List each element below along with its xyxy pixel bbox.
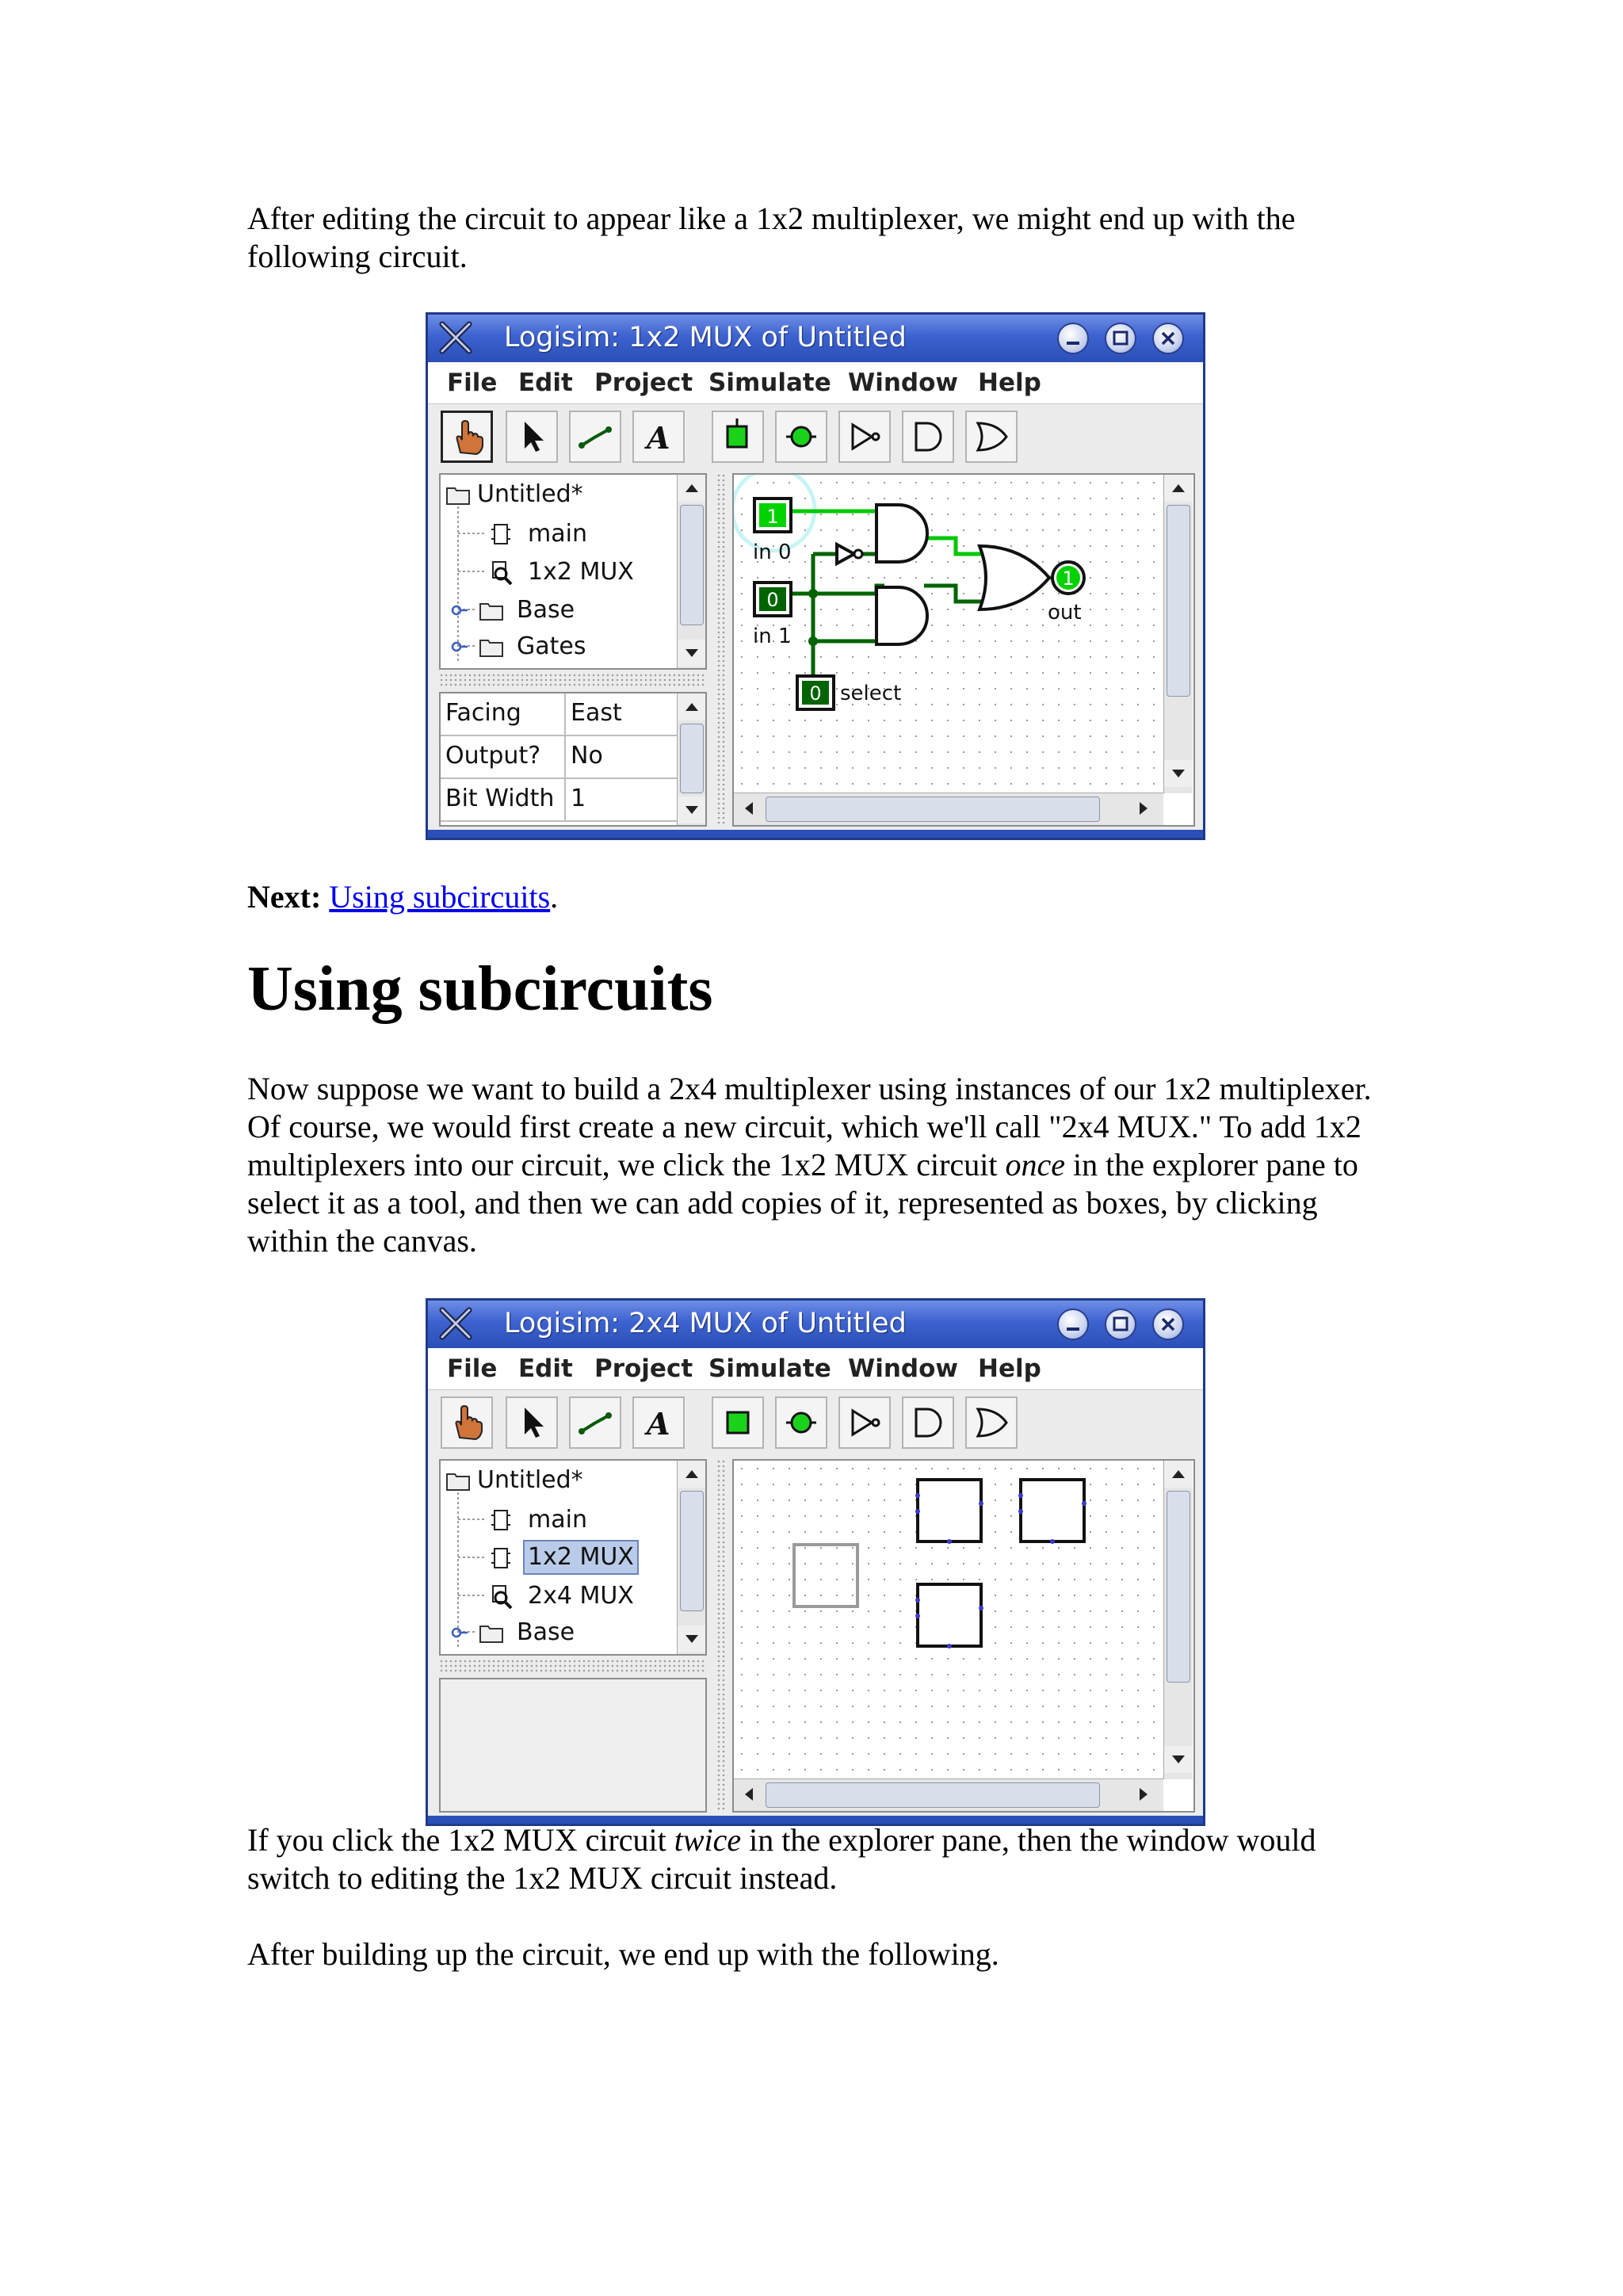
pin-input-tool-button[interactable] bbox=[712, 411, 764, 463]
paragraph-1-text: Now suppose we want to build a 2x4 multiplexer using instances of our 1x2 multiplexer. Of course, we would first create a new circuit, which we'll call "2x4 MUX." To add 1x2 multiplexers into our circuit, we click the 1x2 MUX circuit bbox=[247, 1071, 1372, 1182]
tree-scrollbar[interactable] bbox=[677, 1461, 706, 1654]
folder-icon bbox=[479, 598, 504, 623]
folder-icon bbox=[479, 1620, 504, 1645]
menu-simulate[interactable]: Simulate bbox=[708, 1354, 831, 1383]
attribute-row-bit-width[interactable] bbox=[441, 779, 678, 822]
next-suffix: . bbox=[550, 879, 559, 915]
attribute-row-output[interactable] bbox=[441, 736, 678, 779]
next-link[interactable]: Using subcircuits bbox=[329, 879, 551, 915]
window-bottom-border bbox=[428, 830, 1203, 838]
input-pin-icon bbox=[713, 1398, 762, 1447]
scroll-left-icon[interactable] bbox=[737, 797, 761, 820]
paragraph-1 bbox=[247, 1070, 1404, 1260]
vertical-splitter[interactable] bbox=[716, 1459, 726, 1813]
menu-edit[interactable]: Edit bbox=[518, 1354, 573, 1383]
menu-bar bbox=[428, 362, 1203, 404]
in1-label: in 1 bbox=[753, 625, 792, 648]
menu-bar bbox=[428, 1348, 1203, 1390]
pin-output-tool-button[interactable] bbox=[775, 411, 827, 463]
minimize-button[interactable] bbox=[1057, 323, 1089, 354]
menu-file[interactable]: File bbox=[447, 1354, 498, 1383]
title-bar[interactable] bbox=[428, 315, 1203, 362]
close-icon bbox=[1154, 1310, 1182, 1339]
arrow-cursor-icon bbox=[507, 412, 556, 461]
explorer-tree bbox=[439, 1459, 707, 1656]
menu-help[interactable]: Help bbox=[978, 369, 1041, 397]
poke-tool-button[interactable] bbox=[441, 411, 493, 463]
attribute-table-empty bbox=[439, 1678, 707, 1813]
pin-output-tool-button[interactable] bbox=[775, 1396, 827, 1449]
logisim-window-2 bbox=[426, 1298, 1205, 1826]
select-tool-button[interactable] bbox=[506, 1396, 558, 1449]
folder-icon bbox=[479, 634, 504, 659]
in0-label: in 0 bbox=[753, 541, 792, 564]
close-button[interactable] bbox=[1152, 1308, 1184, 1340]
circuit-icon bbox=[488, 521, 514, 547]
circuit-icon bbox=[488, 1545, 514, 1571]
menu-window[interactable]: Window bbox=[848, 369, 959, 397]
attribute-key: Facing bbox=[445, 699, 521, 727]
canvas-pane bbox=[732, 473, 1195, 827]
intro-paragraph: After editing the circuit to appear like a 1x2 multiplexer, we might end up with the following circuit. bbox=[247, 201, 1296, 274]
attribute-scrollbar[interactable] bbox=[677, 693, 706, 825]
tree-item-label: Base bbox=[517, 596, 575, 624]
tree-item-label: 1x2 MUX bbox=[528, 558, 634, 586]
tree-scrollbar[interactable] bbox=[677, 475, 706, 668]
canvas-horizontal-scrollbar[interactable] bbox=[734, 793, 1163, 825]
hand-pointer-icon bbox=[442, 1398, 491, 1447]
scroll-thumb[interactable] bbox=[766, 797, 1100, 822]
and-gate-tool-button[interactable] bbox=[902, 1396, 954, 1449]
arrow-cursor-icon bbox=[507, 1398, 556, 1447]
close-icon bbox=[1154, 324, 1182, 353]
pin-input-tool-button[interactable] bbox=[712, 1396, 764, 1449]
attribute-key: Output? bbox=[445, 742, 541, 770]
scroll-down-icon[interactable] bbox=[1164, 760, 1193, 787]
expand-handle-icon[interactable] bbox=[449, 634, 474, 659]
menu-project[interactable]: Project bbox=[594, 1354, 693, 1383]
text-a-icon bbox=[634, 412, 683, 461]
subcircuit-instance[interactable] bbox=[915, 1584, 983, 1648]
x-logo-icon bbox=[439, 321, 472, 354]
tree-item-label-selected: 1x2 MUX bbox=[523, 1540, 639, 1575]
scroll-thumb[interactable] bbox=[680, 724, 704, 793]
circuit-canvas[interactable] bbox=[734, 475, 1163, 793]
paragraph-2-text: If you click the 1x2 MUX circuit bbox=[247, 1822, 674, 1858]
menu-edit[interactable]: Edit bbox=[518, 369, 573, 397]
minimize-button[interactable] bbox=[1057, 1308, 1089, 1340]
maximize-icon bbox=[1106, 1310, 1135, 1339]
attribute-row-facing[interactable] bbox=[441, 693, 678, 736]
circuit-icon bbox=[488, 1507, 514, 1533]
subcircuit-instance[interactable] bbox=[915, 1480, 983, 1544]
title-bar[interactable] bbox=[428, 1301, 1203, 1348]
tree-item-label: Untitled* bbox=[477, 480, 583, 508]
wire-tool-button[interactable] bbox=[569, 411, 621, 463]
scroll-left-icon[interactable] bbox=[737, 1782, 761, 1806]
and-gate-top[interactable] bbox=[876, 505, 927, 562]
attribute-value[interactable]: 1 bbox=[564, 779, 586, 820]
scroll-thumb[interactable] bbox=[766, 1782, 1100, 1808]
close-button[interactable] bbox=[1152, 323, 1184, 354]
scroll-right-icon[interactable] bbox=[1132, 797, 1155, 820]
canvas-horizontal-scrollbar[interactable] bbox=[734, 1778, 1163, 1811]
not-gate-bubble bbox=[854, 550, 862, 558]
svg-text:A: A bbox=[647, 420, 670, 456]
logisim-window-1 bbox=[426, 312, 1205, 840]
and-gate-icon bbox=[903, 1398, 953, 1447]
tree-item-label: Base bbox=[517, 1618, 575, 1646]
text-a-icon bbox=[634, 1398, 683, 1447]
canvas-vertical-scrollbar[interactable] bbox=[1163, 1461, 1193, 1779]
menu-file[interactable]: File bbox=[447, 369, 498, 397]
not-gate-tool-button[interactable] bbox=[838, 411, 891, 463]
scroll-up-icon[interactable] bbox=[678, 475, 706, 502]
scroll-thumb[interactable] bbox=[680, 505, 704, 625]
scroll-up-icon[interactable] bbox=[1164, 1461, 1193, 1488]
or-gate-tool-button[interactable] bbox=[965, 1396, 1018, 1449]
scroll-thumb[interactable] bbox=[1167, 1491, 1190, 1683]
scroll-up-icon[interactable] bbox=[678, 1461, 706, 1488]
poke-tool-button[interactable] bbox=[441, 1396, 493, 1449]
magnifier-circuit-icon bbox=[488, 1584, 514, 1609]
paragraph-3: After building up the circuit, we end up with the following. bbox=[247, 1936, 999, 1972]
scroll-down-icon[interactable] bbox=[678, 640, 706, 667]
or-gate-icon bbox=[967, 1398, 1016, 1447]
tree-item-label: main bbox=[528, 1506, 587, 1534]
and-gate-icon bbox=[903, 412, 953, 461]
in1-value: 0 bbox=[766, 589, 779, 611]
section-title: Using subcircuits bbox=[247, 954, 713, 1024]
hand-pointer-icon bbox=[443, 413, 492, 462]
maximize-icon bbox=[1106, 324, 1135, 353]
paragraph-1-text-end: in the explorer pane to select it as a tool, and then we can add copies of it, represented as boxes, by clicking within the canvas. bbox=[247, 1147, 1358, 1259]
next-paragraph bbox=[247, 878, 1404, 916]
maximize-button[interactable] bbox=[1105, 1308, 1136, 1340]
toolbar bbox=[428, 1390, 1203, 1452]
out-value: 1 bbox=[1062, 567, 1075, 590]
wire-junction bbox=[808, 636, 818, 646]
wire-tool-button[interactable] bbox=[569, 1396, 621, 1449]
text-tool-button[interactable] bbox=[632, 1396, 685, 1449]
or-gate-icon bbox=[967, 412, 1016, 461]
tree-item-label: Gates bbox=[517, 632, 586, 660]
paragraph-2 bbox=[247, 1821, 1404, 1897]
menu-project[interactable]: Project bbox=[594, 369, 693, 397]
output-pin-icon bbox=[777, 1398, 826, 1447]
explorer-tree bbox=[439, 473, 707, 670]
tree-item-label: 2x4 MUX bbox=[528, 1582, 634, 1610]
canvas-pane bbox=[732, 1459, 1195, 1813]
scroll-down-icon[interactable] bbox=[678, 797, 706, 823]
vertical-splitter[interactable] bbox=[716, 473, 726, 827]
minimize-icon bbox=[1059, 324, 1087, 353]
circuit-canvas[interactable] bbox=[734, 1461, 1163, 1779]
select-value: 0 bbox=[809, 682, 822, 705]
menu-window[interactable]: Window bbox=[848, 1354, 959, 1383]
folder-icon bbox=[445, 1468, 471, 1493]
folder-icon bbox=[445, 482, 471, 507]
subcircuit-instance[interactable] bbox=[1018, 1480, 1086, 1544]
scroll-up-icon[interactable] bbox=[678, 693, 706, 720]
or-gate-tool-button[interactable] bbox=[965, 411, 1018, 463]
select-tool-button[interactable] bbox=[506, 411, 558, 463]
window-title: Logisim: 1x2 MUX of Untitled bbox=[504, 322, 907, 353]
wire-junction bbox=[808, 589, 818, 598]
scroll-thumb[interactable] bbox=[680, 1491, 704, 1611]
x-logo-icon bbox=[439, 1307, 472, 1340]
paragraph-1-emphasis: once bbox=[1005, 1147, 1065, 1182]
input-pin-icon bbox=[713, 412, 762, 461]
maximize-button[interactable] bbox=[1105, 323, 1136, 354]
minimize-icon bbox=[1059, 1310, 1087, 1339]
scroll-up-icon[interactable] bbox=[1164, 475, 1193, 502]
svg-text:A: A bbox=[647, 1406, 670, 1442]
paragraph-2-emphasis: twice bbox=[674, 1822, 742, 1858]
and-gate-bottom[interactable] bbox=[876, 587, 927, 644]
not-gate-icon bbox=[840, 412, 889, 461]
text-tool-button[interactable] bbox=[632, 411, 685, 463]
canvas-vertical-scrollbar[interactable] bbox=[1163, 475, 1193, 793]
out-label: out bbox=[1048, 601, 1082, 625]
scroll-down-icon[interactable] bbox=[678, 1626, 706, 1652]
scroll-thumb[interactable] bbox=[1167, 505, 1190, 697]
pane-splitter[interactable] bbox=[439, 673, 707, 687]
magnifier-circuit-icon bbox=[488, 560, 514, 585]
not-gate-icon bbox=[840, 1398, 889, 1447]
next-label: Next: bbox=[247, 879, 322, 915]
scroll-right-icon[interactable] bbox=[1132, 1782, 1155, 1806]
pane-splitter[interactable] bbox=[439, 1659, 707, 1673]
not-gate-tool-button[interactable] bbox=[838, 1396, 891, 1449]
expand-handle-icon[interactable] bbox=[449, 598, 474, 623]
paragraph-2-text-end: in the explorer pane, then the window would switch to editing the 1x2 MUX circuit instead. bbox=[247, 1822, 1316, 1896]
attribute-table bbox=[439, 692, 707, 827]
attribute-value[interactable]: East bbox=[564, 693, 622, 735]
wire-icon bbox=[571, 412, 620, 461]
and-gate-tool-button[interactable] bbox=[902, 411, 954, 463]
expand-handle-icon[interactable] bbox=[449, 1620, 474, 1645]
toolbar bbox=[428, 404, 1203, 466]
tree-item-label: Untitled* bbox=[477, 1466, 583, 1494]
output-pin-icon bbox=[777, 412, 826, 461]
scroll-down-icon[interactable] bbox=[1164, 1746, 1193, 1773]
select-label: select bbox=[840, 682, 902, 705]
attribute-key: Bit Width bbox=[445, 785, 555, 812]
menu-help[interactable]: Help bbox=[978, 1354, 1041, 1383]
wire-icon bbox=[571, 1398, 620, 1447]
tree-item-label: main bbox=[528, 520, 587, 548]
attribute-value[interactable]: No bbox=[564, 736, 603, 777]
in0-value: 1 bbox=[766, 506, 779, 528]
menu-simulate[interactable]: Simulate bbox=[708, 369, 831, 397]
window-title: Logisim: 2x4 MUX of Untitled bbox=[504, 1308, 907, 1339]
